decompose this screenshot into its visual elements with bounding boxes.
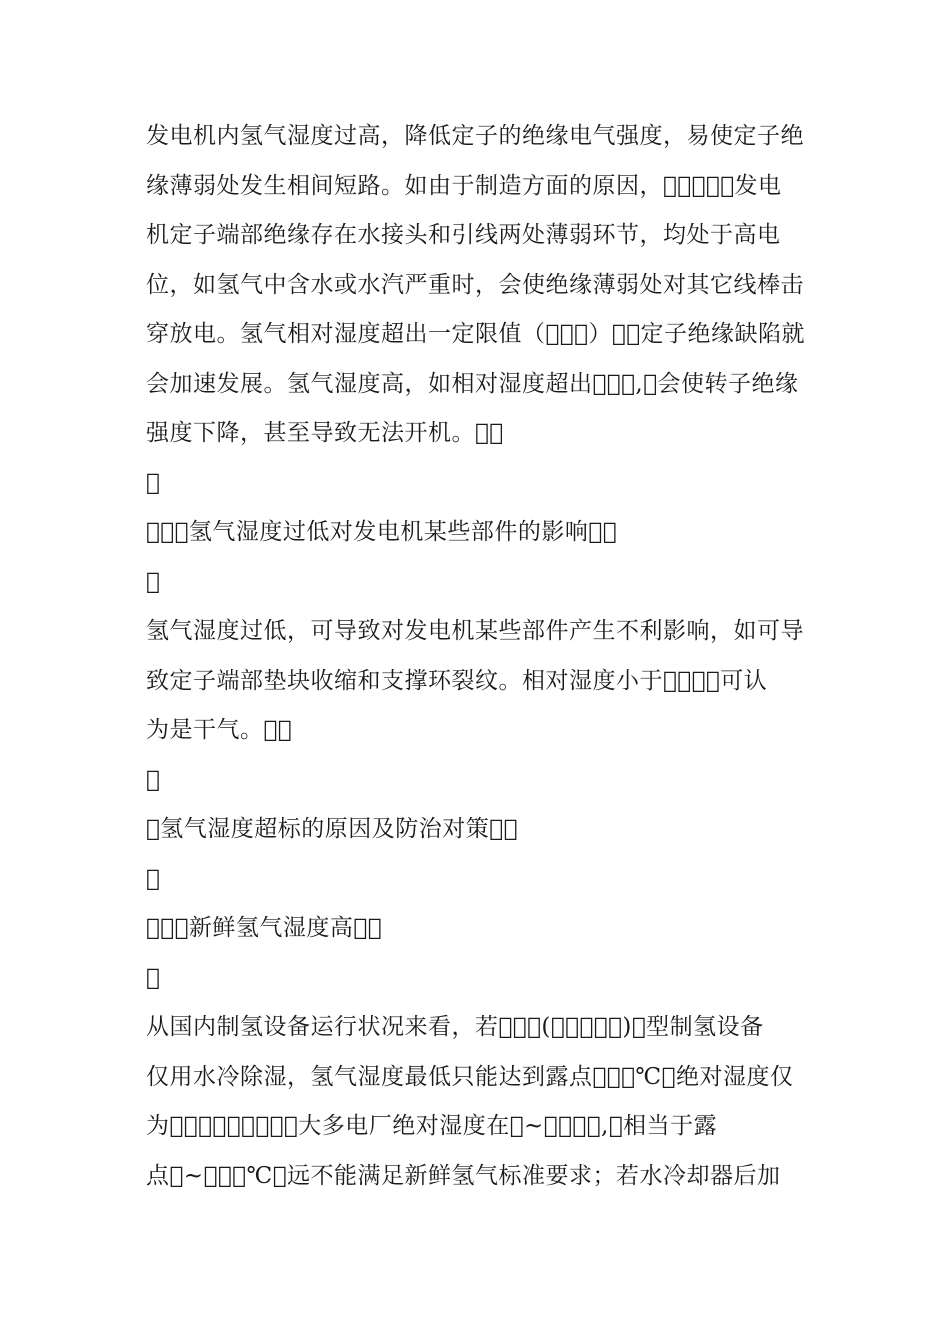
- text-line: 致定子端部垫块收缩和支撑环裂纹。相对湿度小于 可认: [146, 667, 742, 694]
- text-line: 位，如氢气中含水或水汽严重时，会使绝缘薄弱处对其它线棒击: [146, 271, 804, 298]
- placeholder-line: [146, 964, 154, 991]
- text-line: 穿放电。氢气相对湿度超出一定限值（ ） ，定子绝缘缺陷就: [146, 321, 789, 347]
- text-line: 仅用水冷除湿，氢气湿度最低只能达到露点 ℃ 绝对湿度仅: [146, 1063, 768, 1090]
- placeholder-line: [146, 865, 154, 892]
- text-line: 机定子端部绝缘存在水接头和引线两处薄弱环节，均处于高电: [146, 222, 781, 248]
- section-heading: 氢气湿度过低对发电机某些部件的影响: [146, 519, 585, 545]
- section-heading: 氢气湿度超标的原因及防治对策: [146, 816, 499, 842]
- text-line: 强度下降，甚至导致无法开机。: [146, 420, 491, 446]
- placeholder-line: [146, 469, 154, 496]
- text-line: 点 ~ ℃，远不能满足新鲜氢气标准要求；若水冷却器后加: [146, 1162, 764, 1189]
- text-line: 从国内制氢设备运行状况来看，若 ( ) 型制氢设备: [146, 1014, 706, 1040]
- text-line: 为是干气。: [146, 717, 280, 743]
- text-line: 发电机内氢气湿度过高，降低定子的绝缘电气强度，易使定子绝: [146, 123, 804, 149]
- placeholder-line: [146, 568, 154, 595]
- text-line: 会加速发展。氢气湿度高，如相对湿度超出 , 会使转子绝缘: [146, 370, 773, 397]
- text-line: 缘薄弱处发生相间短路。如由于制造方面的原因， 发电: [146, 172, 750, 199]
- text-line: 氢气湿度过低，可导致对发电机某些部件产生不利影响，如可导: [146, 618, 804, 644]
- body-text: [146, 112, 816, 1201]
- placeholder-line: [146, 766, 154, 793]
- text-line: 为 大多电厂绝对湿度在 ~ , 相当于露: [146, 1113, 620, 1139]
- subsection-heading: 新鲜氢气湿度高: [146, 915, 350, 941]
